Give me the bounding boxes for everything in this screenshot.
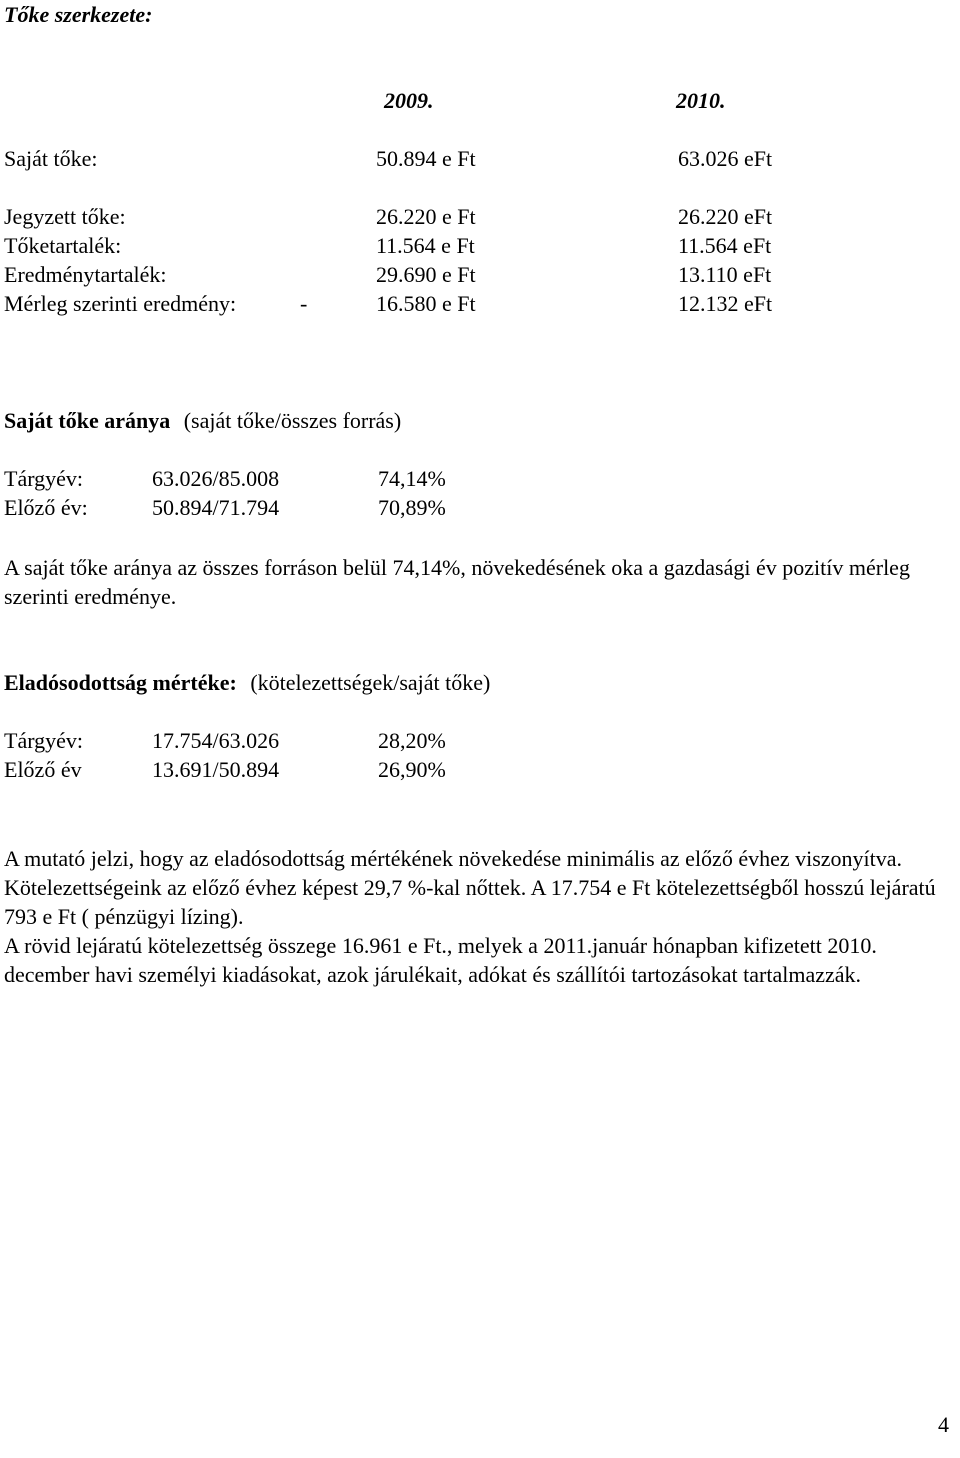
paragraph-text: Kötelezettségeink az előző évhez képest 29,7 %-kal nőttek. A 17.754 e Ft kötelezettségből hosszú lejáratú 793 e Ft ( pénzügyi lízing). [4, 875, 936, 929]
equity-ratio-paragraph [4, 553, 944, 611]
page-number: 4 [938, 1412, 949, 1437]
ratio-row-calc: 63.026/85.008 [152, 466, 280, 491]
ratio-row-label: Előző év [4, 757, 82, 782]
row-label-toketartalek: Tőketartalék: [4, 233, 122, 258]
row-value-2009: 26.220 e Ft [376, 204, 476, 229]
ratio-row-percent: 28,20% [378, 728, 446, 753]
ratio-row-label: Előző év: [4, 495, 88, 520]
ratio-row-percent: 74,14% [378, 466, 446, 491]
ratio-row-percent: 70,89% [378, 495, 446, 520]
row-label-merleg-szerinti-eredmeny: Mérleg szerinti eredmény: [4, 291, 237, 316]
section-title: Tőke szerkezete: [4, 2, 153, 27]
row-label-eredmenytartalek: Eredménytartalék: [4, 262, 167, 287]
debt-ratio-paragraphs [4, 844, 944, 989]
year-header-2010: 2010. [676, 88, 726, 113]
equity-ratio-heading-formula: (saját tőke/összes forrás) [183, 408, 402, 433]
ratio-row-calc: 17.754/63.026 [152, 728, 280, 753]
row-value-2010: 12.132 eFt [678, 291, 773, 316]
row-value-2010: 13.110 eFt [678, 262, 772, 287]
equity-ratio-heading-bold: Saját tőke aránya [4, 408, 171, 433]
ratio-row-calc: 50.894/71.794 [152, 495, 280, 520]
row-value-2009: 29.690 e Ft [376, 262, 476, 287]
paragraph-text: A rövid lejáratú kötelezettség összege 16.961 e Ft., melyek a 2011.január hónapban kifizetett 2010. december havi személyi kiadásokat, azok járulékait, adókat és szállítói tartozásokat tartalmazzák. [4, 933, 877, 987]
ratio-row-percent: 26,90% [378, 757, 446, 782]
paragraph-text: A saját tőke aránya az összes forráson belül 74,14%, növekedésének oka a gazdasági év pozitív mérleg szerinti eredménye. [4, 555, 910, 609]
row-value-2009: 11.564 e Ft [376, 233, 475, 258]
ratio-row-calc: 13.691/50.894 [152, 757, 280, 782]
ratio-row-label: Tárgyév: [4, 728, 84, 753]
paragraph-text: A mutató jelzi, hogy az eladósodottság mértékének növekedése minimális az előző évhez viszonyítva. [4, 846, 903, 871]
row-value-2010: 63.026 eFt [678, 146, 773, 171]
year-header-2009: 2009. [384, 88, 434, 113]
equity-ratio-heading [4, 408, 401, 434]
row-value-2009: 16.580 e Ft [376, 291, 476, 316]
row-sign: - [300, 291, 308, 316]
row-label-sajat-toke: Saját tőke: [4, 146, 98, 171]
row-value-2009: 50.894 e Ft [376, 146, 476, 171]
row-value-2010: 11.564 eFt [678, 233, 772, 258]
debt-ratio-heading-formula: (kötelezettségek/saját tőke) [250, 670, 491, 695]
debt-ratio-heading [4, 670, 490, 696]
ratio-row-label: Tárgyév: [4, 466, 84, 491]
debt-ratio-heading-bold: Eladósodottság mértéke: [4, 670, 237, 695]
row-label-jegyzett-toke: Jegyzett tőke: [4, 204, 126, 229]
row-value-2010: 26.220 eFt [678, 204, 773, 229]
